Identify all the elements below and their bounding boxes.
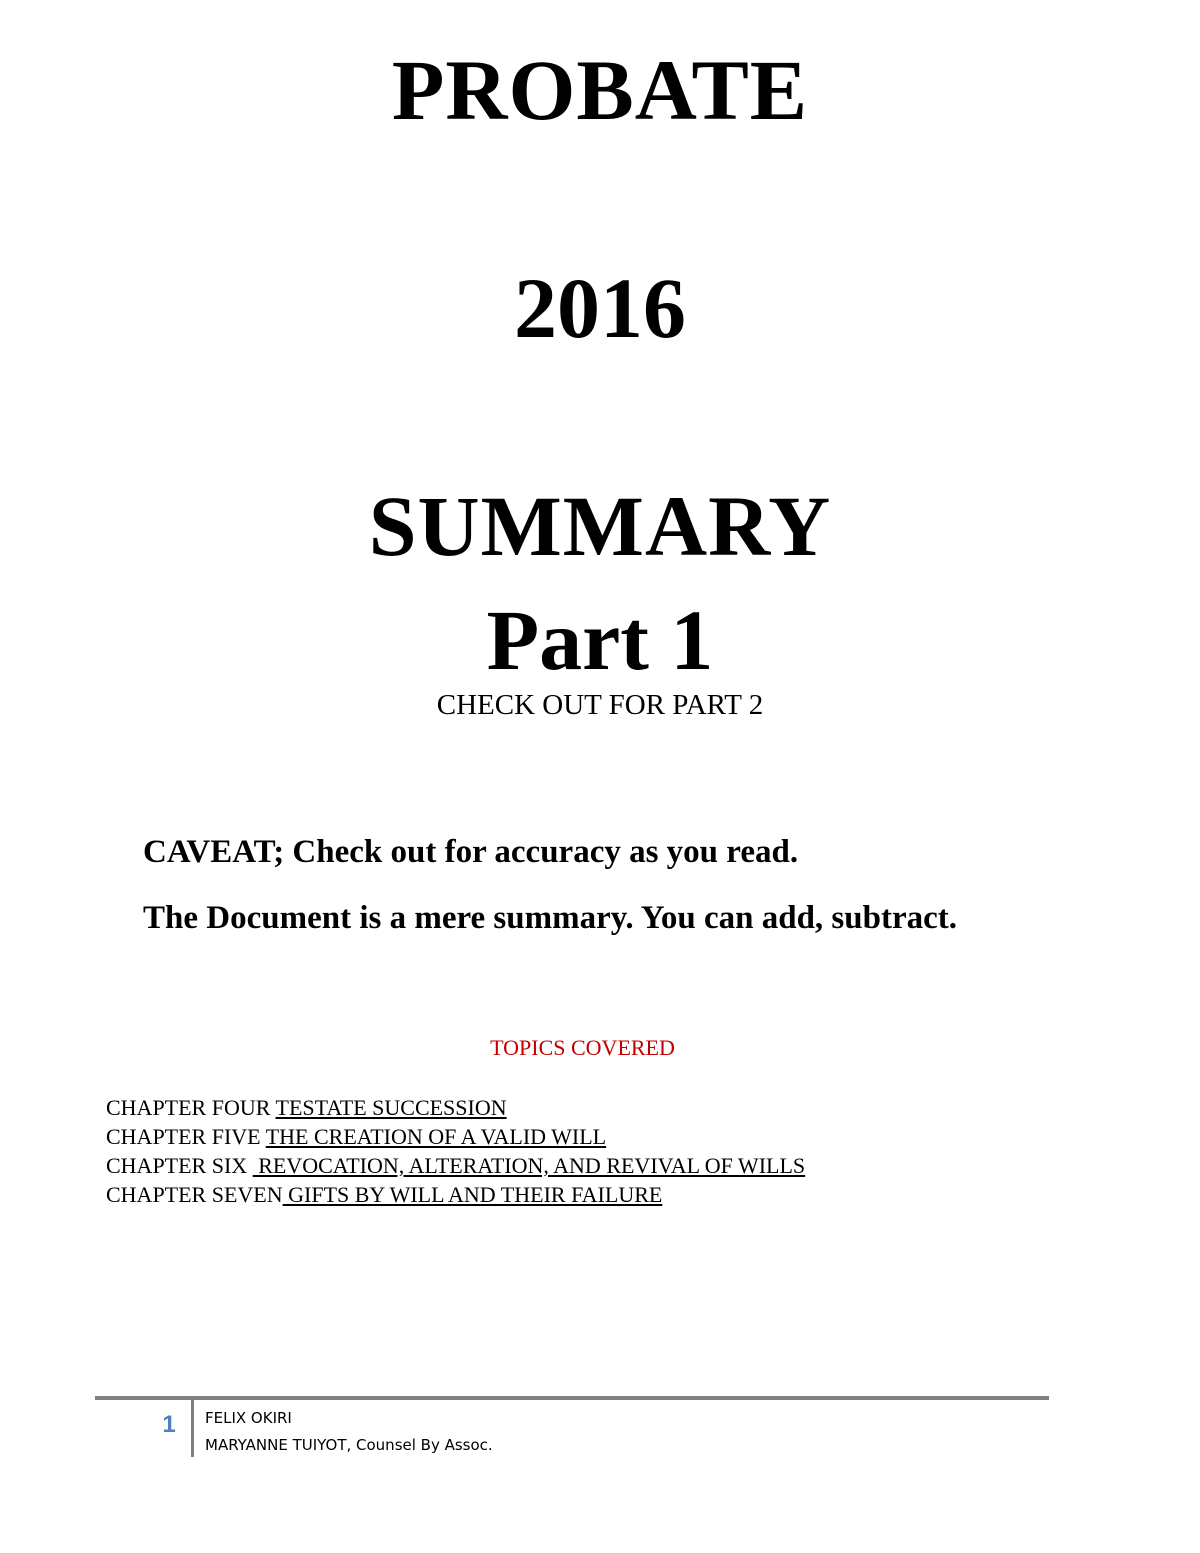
chapter-title: GIFTS BY WILL AND THEIR FAILURE <box>282 1182 663 1207</box>
document-part-heading: Part 1 <box>486 592 714 688</box>
chapter-row-six <box>106 1151 805 1180</box>
footer-rule <box>95 1396 1049 1400</box>
check-out-note: CHECK OUT FOR PART 2 <box>436 689 764 721</box>
chapter-label: CHAPTER SEVEN <box>106 1182 283 1207</box>
chapter-title: THE CREATION OF A VALID WILL <box>265 1124 607 1149</box>
chapter-row-five <box>106 1122 805 1151</box>
footer-author-2: MARYANNE TUIYOT, Counsel By Assoc. <box>205 1436 493 1454</box>
chapter-row-seven <box>106 1180 805 1209</box>
caveat-line-2: The Document is a mere summary. You can add, subtract. <box>143 900 957 936</box>
document-summary-heading: SUMMARY <box>368 478 832 574</box>
topics-heading: TOPICS COVERED <box>490 1035 675 1060</box>
chapter-title: TESTATE SUCCESSION <box>275 1095 507 1120</box>
chapter-label: CHAPTER FIVE <box>106 1124 266 1149</box>
caveat-line-1: CAVEAT; Check out for accuracy as you read. <box>143 834 799 870</box>
chapter-list <box>106 1093 805 1209</box>
footer-divider <box>191 1400 194 1457</box>
chapter-label: CHAPTER FOUR <box>106 1095 276 1120</box>
chapter-title: REVOCATION, ALTERATION, AND REVIVAL OF WILLS <box>252 1153 806 1178</box>
page-number: 1 <box>162 1411 176 1438</box>
chapter-row-four <box>106 1093 805 1122</box>
document-year: 2016 <box>514 260 686 356</box>
chapter-label: CHAPTER SIX <box>106 1153 253 1178</box>
footer-author-1: FELIX OKIRI <box>205 1409 292 1427</box>
document-title: PROBATE <box>391 42 809 138</box>
